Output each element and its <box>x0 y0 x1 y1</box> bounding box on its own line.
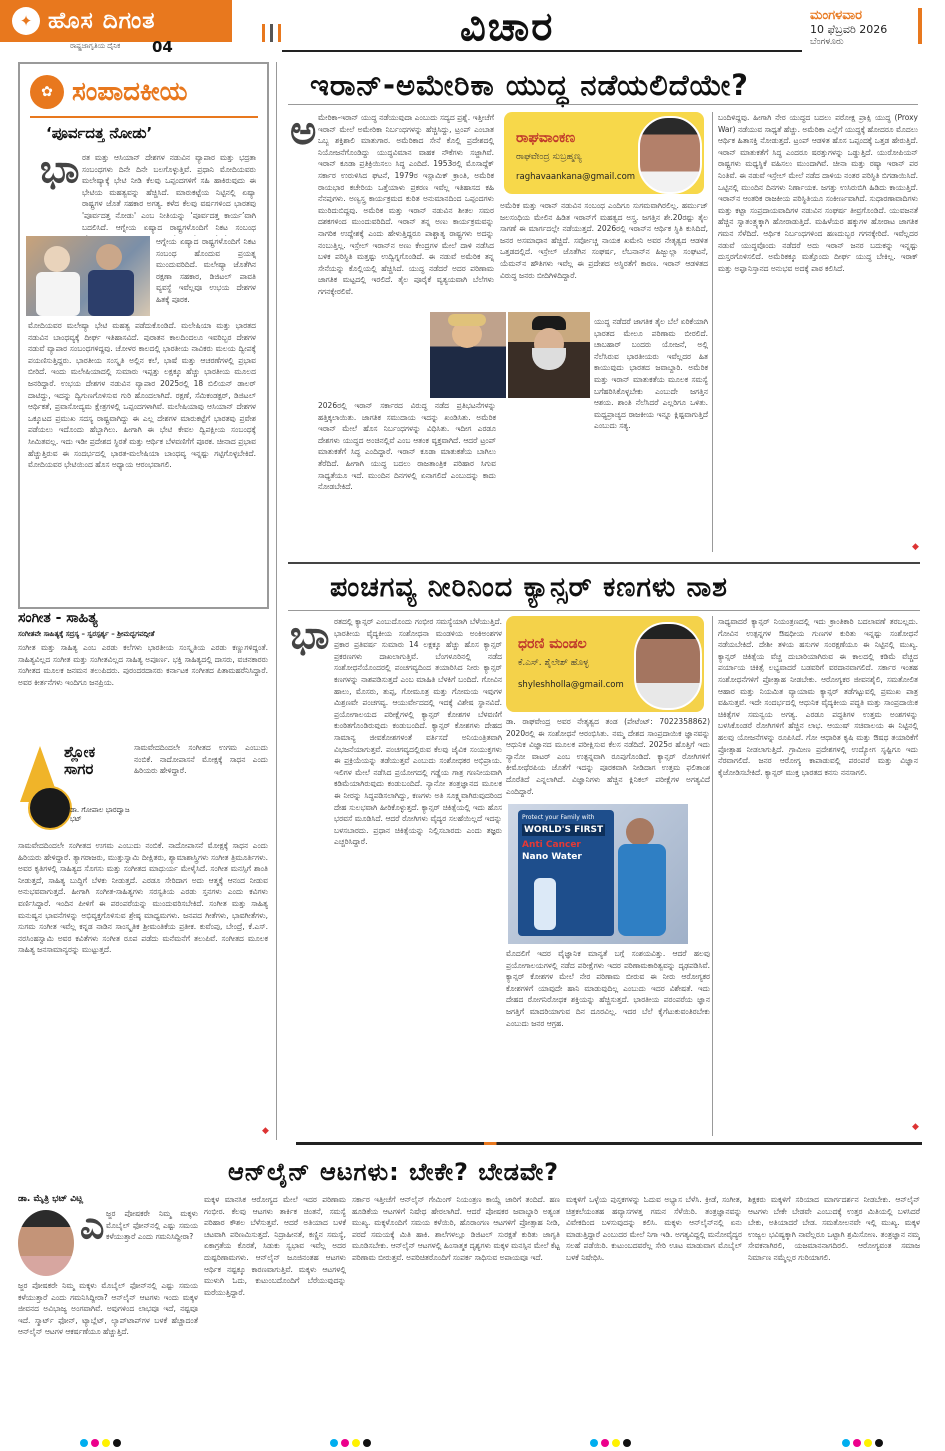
article1-col3 <box>594 316 708 552</box>
article1-col1: ಮೇರಿಕಾ-ಇರಾನ್ ಯುದ್ಧ ನಡೆಯುವುದಾ ಎಂಬುದು ಸದ್ಯದ ಪ್ರಶ್ನೆ. ಇತ್ತೀಚೆಗೆ ಇರಾನ್ ಮೇಲೆ ಅಮೇರಿಕಾ ನಿರ್ಬಂಧಗಳನ್ನು ಹೆಚ್ಚಿಸಿದ್ದು, ಟ್ರಂಪ್ ಎಂಬಾತ ಒಬ್ಬ ಶಕ್ತಿಶಾಲಿ ಮಾತುಗಾರ. ಅಮೆರಿಕಾದ ಸೇನೆ ಕೊಲ್ಲಿ ಪ್ರದೇಶದಲ್ಲಿ ನಿಯೋಜನೆಗೊಂಡಿದ್ದು ಯುದ್ಧವಿಮಾನ ವಾಹಕ ನೌಕೆಗಳು ಸಜ್ಜಾಗಿವೆ. ಇರಾನ್ ಕೂಡಾ ಪ್ರತಿಕ್ರಿಯಿಸಲು ಸಿದ್ಧ ಎಂದಿದೆ. 1953ರಲ್ಲಿ ಮೊಸಾದ್ದೆಕ್ ಸರ್ಕಾರ ಉರುಳಿಸಿದ ಘಟನೆ, 1979ರ ಇಸ್ಲಾಮಿಕ್ ಕ್ರಾಂತಿ, ಅಮೆರಿಕ ರಾಯಭಾರ ಕಚೇರಿಯ ಒತ್ತೆಯಾಳು ಪ್ರಕರಣ ಇವೆಲ್ಲ ಇತಿಹಾಸದ ಕಹಿ ನೆನಪುಗಳು. ಅಣ್ವಸ್ತ್ರ ಕಾರ್ಯಕ್ರಮದ ಕುರಿತ ಅನುಮಾನದಿಂದ ಒಪ್ಪಂದಗಳು ಮುರಿದುಬಿದ್ದವು. ಅಮೆರಿಕ ಮತ್ತು ಇರಾನ್ ನಡುವಿನ ಶೀತಲ ಸಮರ ದಶಕಗಳಿಂದ ಮುಂದುವರಿದಿದೆ. ಇರಾನ್ ತನ್ನ ಅಣು ಕಾರ್ಯಕ್ರಮವನ್ನು ನಾಗರಿಕ ಉದ್ದೇಶಕ್ಕೆ ಎಂದು ಹೇಳುತ್ತಿದ್ದರೂ ಪಾಶ್ಚಾತ್ಯ ರಾಷ್ಟ್ರಗಳು ಅದನ್ನು ನಂಬುತ್ತಿಲ್ಲ. ಇಸ್ರೇಲ್ ಇರಾನ್‌ನ ಅಣು ಕೇಂದ್ರಗಳ ಮೇಲೆ ದಾಳಿ ನಡೆಸಿದ ಬಳಿಕ ಪರಿಸ್ಥಿತಿ ಮತ್ತಷ್ಟು ಉದ್ವಿಗ್ನಗೊಂಡಿದೆ. ಈ ನಡುವೆ ಅಮೆರಿಕ ತನ್ನ ಸೇನೆಯನ್ನು ಕೊಲ್ಲಿಯಲ್ಲಿ ಹೆಚ್ಚಿಸಿದೆ. ಯುದ್ಧ ನಡೆದರೆ ಅದರ ಪರಿಣಾಮ ಜಾಗತಿಕ ಮಟ್ಟದಲ್ಲಿ ಇರಲಿದೆ. ತೈಲ ಪೂರೈಕೆ ವ್ಯತ್ಯಯವಾಗಿ ಬೆಲೆಗಳು ಗಗನಕ್ಕೇರಲಿವೆ. <box>318 113 494 296</box>
article1-col2-text: ಅಮೆರಿಕ ಮತ್ತು ಇರಾನ್ ನಡುವಿನ ಸಂಬಂಧ ಎಂದಿಗೂ ಸುಗಮವಾಗಿರಲಿಲ್ಲ. ಹರ್ಮುಜ್ ಜಲಸಂಧಿಯ ಮೇಲಿನ ಹಿಡಿತ ಇರಾನ್‌ಗೆ ಮಹತ್ವದ ಅಸ್ತ್ರ. ಜಗತ್ತಿನ ಶೇ.20ರಷ್ಟು ತೈಲ ಸಾಗಣೆ ಈ ಮಾರ್ಗದಲ್ಲೇ ನಡೆಯುತ್ತದೆ. 2026ರಲ್ಲಿ ಇರಾನ್‌ನ ಆರ್ಥಿಕ ಸ್ಥಿತಿ ಕುಸಿದಿದೆ, ಜನರ ಅಸಮಾಧಾನ ಹೆಚ್ಚಿದೆ. ಸರ್ವೋಚ್ಚ ನಾಯಕ ಖಮೇನಿ ಅವರ ನೇತೃತ್ವದ ಆಡಳಿತ ಒತ್ತಡದಲ್ಲಿದೆ. ಇಸ್ರೇಲ್ ಜೊತೆಗಿನ ಸಂಘರ್ಷ, ಲೆಬನಾನ್‌ನ ಹಿಜ್ಬುಲ್ಲಾ ಸಂಘಟನೆ, ಯೆಮನ್‌ನ ಹೌತಿಗಳು ಇವೆಲ್ಲ ಈ ಪ್ರದೇಶದ ಅಸ್ಥಿರತೆಗೆ ಕಾರಣ. ಇರಾನ್ ಆಡಳಿತದ ವಿರುದ್ಧ ಜನರು ಬೀದಿಗಿಳಿದಿದ್ದಾರೆ. <box>500 201 708 280</box>
article1-author-card <box>504 112 704 194</box>
date-block <box>810 8 887 47</box>
lamp-icon: ✦ <box>12 7 40 35</box>
article3-col5-text: ಶಿಕ್ಷಕರು ಮಕ್ಕಳಿಗೆ ಸರಿಯಾದ ಮಾರ್ಗದರ್ಶನ ನೀಡಬೇಕು. ಆನ್‌ಲೈನ್ ಆಟಗಳು ಬೇಕೇ ಬೇಡವೇ ಎಂಬುದಕ್ಕೆ ಉತ್ತರ ಮಿತಿಯಲ್ಲಿ ಬಳಸಿದರೆ ಬೇಕು, ಅತಿಯಾದರೆ ಬೇಡ. ಸಮತೋಲನವೇ ಇಲ್ಲಿ ಮುಖ್ಯ. ಮಕ್ಕಳ ಉಜ್ವಲ ಭವಿಷ್ಯಕ್ಕಾಗಿ ನಾವೆಲ್ಲರೂ ಒಟ್ಟಾಗಿ ಶ್ರಮಿಸೋಣ. ತಂತ್ರಜ್ಞಾನ ನಮ್ಮ ಸೇವಕನಾಗಿರಲಿ, ಯಜಮಾನನಾಗದಿರಲಿ. ಆರೋಗ್ಯವಂತ ಸಮಾಜ ನಿರ್ಮಾಣ ನಮ್ಮೆಲ್ಲರ ಗುರಿಯಾಗಲಿ. <box>748 1195 920 1262</box>
article3-col1 <box>18 1280 198 1428</box>
article1-col2-top <box>500 200 708 310</box>
date-rule <box>918 8 922 44</box>
article2-dropcap: ಭಾ <box>290 613 330 657</box>
sangeeta-body-side: ಸಾಮವೇದದಿಂದಲೇ ಸಂಗೀತದ ಉಗಮ ಎಂಬುದು ನಂಬಿಕೆ. ನಾದೋಪಾಸನೆ ಮೋಕ್ಷಕ್ಕೆ ಸಾಧನ ಎಂದು ಹಿರಿಯರು ಹೇಳಿದ್ದಾರೆ. <box>134 743 268 776</box>
section-divider-1 <box>288 562 920 564</box>
editorial-header <box>30 72 260 112</box>
article3-col5 <box>748 1194 920 1428</box>
sangeeta-body2: ಸಾಮವೇದದಿಂದಲೇ ಸಂಗೀತದ ಉಗಮ ಎಂಬುದು ನಂಬಿಕೆ. ನಾದೋಪಾಸನೆ ಮೋಕ್ಷಕ್ಕೆ ಸಾಧನ ಎಂದು ಹಿರಿಯರು ಹೇಳಿದ್ದಾರೆ. ತ್ಯಾಗರಾಜರು, ಮುತ್ತುಸ್ವಾಮಿ ದೀಕ್ಷಿತರು, ಶ್ಯಾಮಾಶಾಸ್ತ್ರಿಗಳು ಸಂಗೀತ ತ್ರಿಮೂರ್ತಿಗಳು. ಅವರ ಕೃತಿಗಳಲ್ಲಿ ಸಾಹಿತ್ಯದ ಸೊಗಸು ಮತ್ತು ಸಂಗೀತದ ಮಾಧುರ್ಯ ಮೇಳೈಸಿದೆ. ಸಂಗೀತ ಮನಸ್ಸಿಗೆ ಶಾಂತಿ ನೀಡುತ್ತದೆ, ಸಾಹಿತ್ಯ ಬುದ್ಧಿಗೆ ಬೆಳಕು ನೀಡುತ್ತದೆ. ಎರಡೂ ಸೇರಿದಾಗ ಅದು ಆತ್ಮಕ್ಕೆ ಆನಂದ ನೀಡುವ ಅನುಭವವಾಗುತ್ತದೆ. ಹೀಗಾಗಿ ಸಂಗೀತ-ಸಾಹಿತ್ಯಗಳು ಸರಸ್ವತಿಯ ಎರಡು ಸ್ತನಗಳು ಎಂದು ಕವಿಗಳು ವರ್ಣಿಸಿದ್ದಾರೆ. ಇಂದಿನ ಪೀಳಿಗೆ ಈ ಪರಂಪರೆಯನ್ನು ಮುಂದುವರಿಸಬೇಕಿದೆ. <box>18 841 268 908</box>
article1-col-divider <box>712 112 713 552</box>
registration-marks-2 <box>330 1432 374 1451</box>
date: 10 ಫೆಬ್ರವರಿ 2026 <box>810 23 888 36</box>
khamenei-photo <box>508 312 590 398</box>
brand-logo[interactable] <box>0 0 232 42</box>
article2-headline: ಪಂಚಗವ್ಯ ನೀರಿನಿಂದ ಕ್ಯಾನ್ಸರ್ ಕಣಗಳು ನಾಶ <box>330 572 728 603</box>
editorial-body-side: ಆಗ್ನೇಯ ಏಷ್ಯಾದ ರಾಷ್ಟ್ರಗಳೊಂದಿಗೆ ನಿಕಟ ಸಂಬಂಧ ಹೊಂದುವ ಪ್ರಯತ್ನ ಮುಂದುವರಿದಿದೆ. ಮಲೇಷ್ಯಾ ಜೊತೆಗಿನ ರಕ್ಷಣಾ ಸಹಕಾರ, ಡಿಜಿಟಲ್ ಪಾವತಿ ವ್ಯವಸ್ಥೆ ಇವೆಲ್ಲವೂ ಉಭಯ ದೇಶಗಳ ಹಿತಕ್ಕೆ ಪೂರಕ. <box>156 237 256 304</box>
photo-caption-3: Anti Cancer <box>522 840 581 850</box>
article3-col3: ಸರ್ಕಾರ ಇತ್ತೀಚೆಗೆ ಆನ್‌ಲೈನ್ ಗೇಮಿಂಗ್ ನಿಯಂತ್ರಣ ಕಾಯ್ದೆ ಜಾರಿಗೆ ತಂದಿದೆ. ಹಣ ಹೂಡಿಕೆಯ ಆಟಗಳಿಗೆ ನಿಷೇಧ ಹೇರಲಾಗಿದೆ. ಆದರೆ ಪೋಷಕರ ಜವಾಬ್ದಾರಿ ಅತ್ಯಂತ ಮುಖ್ಯ. ಮಕ್ಕಳೊಂದಿಗೆ ಸಮಯ ಕಳೆಯಿರಿ, ಹೊರಾಂಗಣ ಆಟಗಳಿಗೆ ಪ್ರೋತ್ಸಾಹ ನೀಡಿ, ಪರದೆ ಸಮಯಕ್ಕೆ ಮಿತಿ ಹಾಕಿ. ಶಾಲೆಗಳಲ್ಲೂ ಡಿಜಿಟಲ್ ಸುರಕ್ಷತೆ ಕುರಿತು ಜಾಗೃತಿ ಮೂಡಿಸಬೇಕು. ಆನ್‌ಲೈನ್ ಆಟಗಳಲ್ಲಿ ಹಿಂಸಾತ್ಮಕ ದೃಶ್ಯಗಳು ಮಕ್ಕಳ ಮನಸ್ಸಿನ ಮೇಲೆ ಕೆಟ್ಟ ಪರಿಣಾಮ ಬೀರುತ್ತವೆ. ಅಪರಿಚಿತರೊಂದಿಗೆ ಸಂಪರ್ಕ ಸಾಧಿಸುವ ಅಪಾಯವೂ ಇದೆ. <box>352 1195 560 1262</box>
article1-col3-text: ಯುದ್ಧ ನಡೆದರೆ ಜಾಗತಿಕ ತೈಲ ಬೆಲೆ ಏರಿಕೆಯಾಗಿ ಭಾರತದ ಮೇಲೂ ಪರಿಣಾಮ ಬೀರಲಿದೆ. ಚಾಬಹಾರ್ ಬಂದರು ಯೋಜನೆ, ಅಲ್ಲಿ ನೆಲೆಸಿರುವ ಭಾರತೀಯರು ಇವೆಲ್ಲದರ ಹಿತ ಕಾಯುವುದು ಭಾರತದ ಜವಾಬ್ದಾರಿ. ಅಮೆರಿಕ ಮತ್ತು ಇರಾನ್ ಮಾತುಕತೆಯ ಮೂಲಕ ಸಮಸ್ಯೆ ಬಗೆಹರಿಸಿಕೊಳ್ಳಬೇಕು ಎಂಬುದೇ ಜಗತ್ತಿನ ಆಶಯ. ಶಾಂತಿ ನೆಲೆಸಿದರೆ ಎಲ್ಲರಿಗೂ ಒಳಿತು. ಮಧ್ಯಪ್ರಾಚ್ಯದ ರಾಜಕೀಯ ಇನ್ನೂ ಕ್ಲಿಷ್ಟವಾಗುತ್ತಿದೆ ಎಂಬುದು ಸತ್ಯ. <box>594 317 708 431</box>
article3-author-photo <box>18 1210 74 1276</box>
article1-author: ರಾಘವೇಂದ್ರ ಸುಬ್ರಹ್ಮಣ್ಯ <box>516 152 582 162</box>
registration-marks-4 <box>842 1432 886 1451</box>
shloka-sagara-box <box>18 742 130 836</box>
editorial-rule <box>30 116 258 118</box>
sangeeta-author: ಡಾ. ಗೋಪಾಲ ಭಾರದ್ವಾಜ ಭಟ್ <box>70 806 130 823</box>
columnist-avatar <box>28 786 72 830</box>
editorial-photo <box>26 236 150 316</box>
sangeeta-body-bottom: ಸಾಮವೇದದಿಂದಲೇ ಸಂಗೀತದ ಉಗಮ ಎಂಬುದು ನಂಬಿಕೆ. ನಾದೋಪಾಸನೆ ಮೋಕ್ಷಕ್ಕೆ ಸಾಧನ ಎಂದು ಹಿರಿಯರು ಹೇಳಿದ್ದಾರೆ. ತ್ಯಾಗರಾಜರು, ಮುತ್ತುಸ್ವಾಮಿ ದೀಕ್ಷಿತರು, ಶ್ಯಾಮಾಶಾಸ್ತ್ರಿಗಳು ಸಂಗೀತ ತ್ರಿಮೂರ್ತಿಗಳು. ಅವರ ಕೃತಿಗಳಲ್ಲಿ ಸಾಹಿತ್ಯದ ಸೊಗಸು ಮತ್ತು ಸಂಗೀತದ ಮಾಧುರ್ಯ ಮೇಳೈಸಿದೆ. ಸಂಗೀತ ಮನಸ್ಸಿಗೆ ಶಾಂತಿ ನೀಡುತ್ತದೆ, ಸಾಹಿತ್ಯ ಬುದ್ಧಿಗೆ ಬೆಳಕು ನೀಡುತ್ತದೆ. ಎರಡೂ ಸೇರಿದಾಗ ಅದು ಆತ್ಮಕ್ಕೆ ಆನಂದ ನೀಡುವ ಅನುಭವವಾಗುತ್ತದೆ. ಹೀಗಾಗಿ ಸಂಗೀತ-ಸಾಹಿತ್ಯಗಳು ಸರಸ್ವತಿಯ ಎರಡು ಸ್ತನಗಳು ಎಂದು ಕವಿಗಳು ವರ್ಣಿಸಿದ್ದಾರೆ. ಇಂದಿನ ಪೀಳಿಗೆ ಈ ಪರಂಪರೆಯನ್ನು ಮುಂದುವರಿಸಬೇಕಿದೆ. ಸಂಗೀತ ಮತ್ತು ಸಾಹಿತ್ಯ ಮನುಷ್ಯನ ಭಾವನೆಗಳನ್ನು ಅಭಿವ್ಯಕ್ತಗೊಳಿಸುವ ಶ್ರೇಷ್ಠ ಮಾಧ್ಯಮಗಳು. ಜನಪದ ಗೀತೆಗಳು, ಭಾವಗೀತೆಗಳು, ಸುಗಮ ಸಂಗೀತ ಇವೆಲ್ಲ ಕನ್ನಡ ನಾಡಿನ ಸಾಂಸ್ಕೃತಿಕ ಶ್ರೀಮಂತಿಕೆಯ ಪ್ರತೀಕ. ಕುವೆಂಪು, ಬೇಂದ್ರೆ, ಕೆ.ಎಸ್. ನರಸಿಂಹಸ್ವಾಮಿ ಅವರ ಕವಿತೆಗಳು ಸಂಗೀತ ರೂಪ ಪಡೆದು ಮನೆಮನೆಗೆ ತಲುಪಿವೆ. ಸಂಗೀತದ ಮೂಲಕ ಸಾಹಿತ್ಯ ಜನಸಾಮಾನ್ಯರನ್ನು ಮುಟ್ಟುತ್ತದೆ. <box>18 841 268 955</box>
article3-author: ಡಾ. ಮೈತ್ರಿ ಭಟ್ ವಿಟ್ಲ <box>18 1194 84 1204</box>
weekday: ಮಂಗಳವಾರ <box>810 8 863 23</box>
masthead-rule <box>282 50 802 52</box>
article1-rule <box>288 104 918 105</box>
article3-col1-top: ಜ್ಜರ ಪೋಷಕರೇ ನಿಮ್ಮ ಮಕ್ಕಳು ಮೊಬೈಲ್ ಫೋನ್‌ನಲ್ಲಿ ಎಷ್ಟು ಸಮಯ ಕಳೆಯುತ್ತಾರೆ ಎಂದು ಗಮನಿಸಿದ್ದೀರಾ? <box>106 1209 198 1242</box>
nano-water-photo <box>508 804 688 944</box>
article2-col2-text: ಡಾ. ರಾಘವೇಂದ್ರ ಅವರ ನೇತೃತ್ವದ ತಂಡ (ಪೇಟೆಂಟ್: 7022358862) 2020ರಲ್ಲಿ ಈ ಸಂಶೋಧನೆ ಆರಂಭಿಸಿತು. ನಮ್ಮ ದೇಶದ ಸಾಂಪ್ರದಾಯಿಕ ಜ್ಞಾನವನ್ನು ಆಧುನಿಕ ವಿಜ್ಞಾನದ ಮೂಲಕ ಪರೀಕ್ಷಿಸುವ ಕೆಲಸ ನಡೆದಿದೆ. 2025ರ ಹೊತ್ತಿಗೆ ಇದು ನ್ಯಾನೋ ವಾಟರ್ ಎಂಬ ಉತ್ಪನ್ನವಾಗಿ ರೂಪುಗೊಂಡಿದೆ. ಕ್ಯಾನ್ಸರ್ ರೋಗಿಗಳಿಗೆ ಕೀಮೋಥೆರಪಿಯ ಜೊತೆಗೆ ಇದನ್ನು ಪೂರಕವಾಗಿ ನೀಡಿದಾಗ ಉತ್ತಮ ಫಲಿತಾಂಶ ದೊರೆತಿದೆ ಎನ್ನಲಾಗಿದೆ. ವಿಜ್ಞಾನಿಗಳು ಹೆಚ್ಚಿನ ಕ್ಲಿನಿಕಲ್ ಪರೀಕ್ಷೆಗಳ ಅಗತ್ಯವಿದೆ ಎಂದಿದ್ದಾರೆ. <box>506 717 710 796</box>
masthead <box>0 0 945 56</box>
article3-headline: ಆನ್‌ಲೈನ್ ಆಟಗಳು: ಬೇಕೇ? ಬೇಡವೇ? <box>228 1158 560 1186</box>
photo-caption-4: Nano Water <box>522 852 582 862</box>
article3-col4: ಮಕ್ಕಳಿಗೆ ಒಳ್ಳೆಯ ಪುಸ್ತಕಗಳನ್ನು ಓದುವ ಅಭ್ಯಾಸ ಬೆಳೆಸಿ. ಕ್ರೀಡೆ, ಸಂಗೀತ, ಚಿತ್ರಕಲೆಯಂತಹ ಹವ್ಯಾಸಗಳತ್ತ ಗಮನ ಸೆಳೆಯಿರಿ. ತಂತ್ರಜ್ಞಾನವನ್ನು ವಿವೇಕದಿಂದ ಬಳಸುವುದನ್ನು ಕಲಿಸಿ. ಮಕ್ಕಳು ಆನ್‌ಲೈನ್‌ನಲ್ಲಿ ಏನು ಮಾಡುತ್ತಿದ್ದಾರೆ ಎಂಬುದರ ಮೇಲೆ ನಿಗಾ ಇಡಿ. ಅಗತ್ಯವಿದ್ದಲ್ಲಿ ಮನೋವೈದ್ಯರ ಸಲಹೆ ಪಡೆಯಿರಿ. ಕುಟುಂಬದವರೆಲ್ಲ ಸೇರಿ ಊಟ ಮಾಡುವಾಗ ಮೊಬೈಲ್ ಬಳಕೆ ನಿಷೇಧಿಸಿ. <box>566 1195 742 1262</box>
article2-col2-top <box>506 716 710 800</box>
registration-marks-3 <box>590 1432 634 1451</box>
bottle-icon <box>534 878 556 930</box>
article2-email[interactable]: shyleshholla@gmail.com <box>518 680 624 690</box>
sangeeta-end-mark-icon: ◆ <box>262 1126 269 1136</box>
article2-col2-bottom: ಮೊದಲಿಗೆ ಇದರ ವೈಜ್ಞಾನಿಕ ಮಾನ್ಯತೆ ಬಗ್ಗೆ ಸಂಶಯವಿತ್ತು. ಆದರೆ ಹಲವು ಪ್ರಯೋಗಾಲಯಗಳಲ್ಲಿ ನಡೆದ ಪರೀಕ್ಷೆಗಳು ಇದರ ಪರಿಣಾಮಕಾರಿತ್ವವನ್ನು ದೃಢಪಡಿಸಿವೆ. ಕ್ಯಾನ್ಸರ್ ಕೋಶಗಳ ಮೇಲೆ ನೇರ ಪರಿಣಾಮ ಬೀರುವ ಈ ನೀರು ಆರೋಗ್ಯಕರ ಕೋಶಗಳಿಗೆ ಯಾವುದೇ ಹಾನಿ ಮಾಡುವುದಿಲ್ಲ ಎಂಬುದು ಇದರ ವಿಶೇಷತೆ. ಇದು ದೇಹದ ರೋಗನಿರೋಧಕ ಶಕ್ತಿಯನ್ನು ಹೆಚ್ಚಿಸುತ್ತದೆ. ಭಾರತೀಯ ಪರಂಪರೆಯ ಜ್ಞಾನ ಜಗತ್ತಿಗೆ ಮಾದರಿಯಾಗುವ ದಿನ ದೂರವಿಲ್ಲ. ಇದರ ಬೆಲೆ ಕೈಗೆಟುಕುವಂತಿರಬೇಕು ಎಂಬುದು ಜನರ ಆಗ್ರಹ. <box>506 949 710 1028</box>
article2-end-mark-icon: ◆ <box>912 1122 919 1132</box>
sangeeta-body-top <box>18 642 268 738</box>
article2-col1: ರತದಲ್ಲಿ ಕ್ಯಾನ್ಸರ್ ಎಂಬುದೊಂದು ಗಂಭೀರ ಸಮಸ್ಯೆಯಾಗಿ ಬೆಳೆಯುತ್ತಿದೆ. ಭಾರತೀಯ ವೈದ್ಯಕೀಯ ಸಂಶೋಧನಾ ಮಂಡಳಿಯ ಅಂಕಿಅಂಶಗಳ ಪ್ರಕಾರ ಪ್ರತಿವರ್ಷ ಸುಮಾರು 14 ಲಕ್ಷಕ್ಕೂ ಹೆಚ್ಚು ಹೊಸ ಕ್ಯಾನ್ಸರ್ ಪ್ರಕರಣಗಳು ದಾಖಲಾಗುತ್ತಿವೆ. ಬೆಂಗಳೂರಿನಲ್ಲಿ ನಡೆದ ಸಂಶೋಧನೆಯೊಂದರಲ್ಲಿ ಪಂಚಗವ್ಯದಿಂದ ತಯಾರಿಸಿದ ನೀರು ಕ್ಯಾನ್ಸರ್ ಕಣಗಳನ್ನು ನಾಶಪಡಿಸುತ್ತದೆ ಎಂಬ ಮಾಹಿತಿ ಬೆಳಕಿಗೆ ಬಂದಿದೆ. ಗೋವಿನ ಹಾಲು, ಮೊಸರು, ತುಪ್ಪ, ಗೋಮೂತ್ರ ಮತ್ತು ಗೋಮಯ ಇವುಗಳ ಮಿಶ್ರಣವೇ ಪಂಚಗವ್ಯ. ಆಯುರ್ವೇದದಲ್ಲಿ ಇದಕ್ಕೆ ವಿಶೇಷ ಸ್ಥಾನವಿದೆ. ಪ್ರಯೋಗಾಲಯದ ಪರೀಕ್ಷೆಗಳಲ್ಲಿ ಕ್ಯಾನ್ಸರ್ ಕೋಶಗಳ ಬೆಳವಣಿಗೆ ಕುಂಠಿತಗೊಂಡಿರುವುದು ಕಂಡುಬಂದಿದೆ. ಕ್ಯಾನ್ಸರ್ ಕೋಶಗಳು ದೇಹದ ಸಾಮಾನ್ಯ ಜೀವಕೋಶಗಳಂತೆ ವರ್ತಿಸದೆ ಅನಿಯಂತ್ರಿತವಾಗಿ ವಿಭಜನೆಯಾಗುತ್ತವೆ. ಪಂಚಗವ್ಯದಲ್ಲಿರುವ ಕೆಲವು ಜೈವಿಕ ಸಂಯುಕ್ತಗಳು ಈ ಪ್ರಕ್ರಿಯೆಯನ್ನು ತಡೆಯುತ್ತವೆ ಎಂಬುದು ಸಂಶೋಧಕರ ಅಭಿಪ್ರಾಯ. ಇಲಿಗಳ ಮೇಲೆ ನಡೆಸಿದ ಪ್ರಯೋಗದಲ್ಲಿ ಗಡ್ಡೆಯ ಗಾತ್ರ ಗಣನೀಯವಾಗಿ ಕಡಿಮೆಯಾಗಿರುವುದು ಕಂಡುಬಂದಿದೆ. ನ್ಯಾನೋ ತಂತ್ರಜ್ಞಾನದ ಮೂಲಕ ಈ ನೀರನ್ನು ಸಿದ್ಧಪಡಿಸಲಾಗಿದ್ದು, ಕಣಗಳು ಅತಿ ಸೂಕ್ಷ್ಮವಾಗಿರುವುದರಿಂದ ದೇಹ ಸುಲಭವಾಗಿ ಹೀರಿಕೊಳ್ಳುತ್ತದೆ. ಕ್ಯಾನ್ಸರ್ ಚಿಕಿತ್ಸೆಯಲ್ಲಿ ಇದು ಹೊಸ ಭರವಸೆ ಮೂಡಿಸಿದೆ. ಆದರೆ ರೋಗಿಗಳು ವೈದ್ಯರ ಸಲಹೆಯಿಲ್ಲದೆ ಇದನ್ನು ಬಳಸಬಾರದು. ಪ್ರಧಾನ ಚಿಕಿತ್ಸೆಯನ್ನು ನಿಲ್ಲಿಸಬಾರದು ಎಂದು ತಜ್ಞರು ಎಚ್ಚರಿಸಿದ್ದಾರೆ. <box>334 617 502 847</box>
article2-column-name: ಧರಣಿ ಮಂಡಲ <box>518 636 587 652</box>
photo-caption-1: Protect your Family with <box>522 814 595 821</box>
article2-col-divider <box>712 616 713 1136</box>
editorial-body-bottom: ಮೋದಿಯವರ ಮಲೇಷ್ಯಾ ಭೇಟಿ ಮಹತ್ವ ಪಡೆದುಕೊಂಡಿದೆ. ಮಲೇಷಿಯಾ ಮತ್ತು ಭಾರತದ ನಡುವಿನ ಬಾಂಧವ್ಯಕ್ಕೆ ದೀರ್ಘ ಇತಿಹಾಸವಿದೆ. ಪುರಾತನ ಕಾಲದಿಂದಲೂ ಇವರಿಬ್ಬರ ದೇಶಗಳ ನಡುವೆ ವ್ಯಾಪಾರ ಸಂಬಂಧಗಳಿದ್ದವು. ಚೋಳರ ಕಾಲದಲ್ಲಿ ಭಾರತೀಯ ನಾವಿಕರು ಮಲಯ ದ್ವೀಪಕ್ಕೆ ಪಯಣಿಸುತ್ತಿದ್ದರು. ಭಾರತೀಯ ಸಂಸ್ಕೃತಿ ಅಲ್ಲಿನ ಕಲೆ, ಭಾಷೆ ಮತ್ತು ಆಚರಣೆಗಳಲ್ಲಿ ಪ್ರಭಾವ ಬೀರಿದೆ. ಇಂದು ಮಲೇಷಿಯಾದಲ್ಲಿ ಸುಮಾರು ಇಪ್ಪತ್ತು ಲಕ್ಷಕ್ಕೂ ಹೆಚ್ಚು ಭಾರತೀಯ ಮೂಲದ ಜನರಿದ್ದಾರೆ. ಉಭಯ ದೇಶಗಳ ನಡುವಿನ ವ್ಯಾಪಾರ 2025ರಲ್ಲಿ 18 ಬಿಲಿಯನ್ ಡಾಲರ್ ದಾಟಿದ್ದು, ಇದನ್ನು ದ್ವಿಗುಣಗೊಳಿಸುವ ಗುರಿ ಹೊಂದಲಾಗಿದೆ. ರಕ್ಷಣೆ, ಸೆಮಿಕಂಡಕ್ಟರ್, ಡಿಜಿಟಲ್ ಆರ್ಥಿಕತೆ, ಪ್ರವಾಸೋದ್ಯಮ ಕ್ಷೇತ್ರಗಳಲ್ಲಿ ಒಪ್ಪಂದಗಳಾಗಿವೆ. ಮಲೇಷಿಯಾವು ಆಸಿಯಾನ್ ದೇಶಗಳ ಒಕ್ಕೂಟದ ಪ್ರಮುಖ ಸದಸ್ಯ ರಾಷ್ಟ್ರವಾಗಿದ್ದು ಈ ಎಲ್ಲ ದೇಶಗಳ ಮಾರುಕಟ್ಟೆಗೆ ಭಾರತವು ಪ್ರವೇಶ ಪಡೆಯಲು ಇದೊಂದು ಹೆಬ್ಬಾಗಿಲು. ಹೀಗಾಗಿ ಈ ಭೇಟಿ ಕೇವಲ ದ್ವಿಪಕ್ಷೀಯ ಸಂಬಂಧಕ್ಕೆ ಸೀಮಿತವಲ್ಲ. ಇದು ಇಡೀ ಪ್ರದೇಶದ ಸ್ಥಿರತೆ ಮತ್ತು ಆರ್ಥಿಕ ಬೆಳವಣಿಗೆಗೆ ಪೂರಕ. ಚೀನಾದ ಪ್ರಭಾವ ಹೆಚ್ಚುತ್ತಿರುವ ಈ ಸಂದರ್ಭದಲ್ಲಿ ಭಾರತ-ಮಲೇಷಿಯಾ ಬಾಂಧವ್ಯ ಇನ್ನಷ್ಟು ಗಟ್ಟಿಗೊಳ್ಳಬೇಕಿದೆ. ಮೋದಿಯವರ ಭೇಟಿಯಿಂದ ಹೊಸ ಅಧ್ಯಾಯ ಆರಂಭವಾಗಲಿ. <box>28 321 256 470</box>
editorial-body-top <box>82 152 256 236</box>
section-divider-2 <box>296 1142 922 1145</box>
editorial-headline: ‘ಪೂರ್ವದತ್ತ ನೋಡು’ <box>46 124 153 142</box>
article2-author-card <box>506 616 704 712</box>
brand-name: ಹೊಸ ದಿಗಂತ <box>48 8 156 34</box>
article3-dropcap: ಎ <box>80 1203 105 1247</box>
article1-col4: ಬಂದಿಳಿದ್ದವು. ಹೀಗಾಗಿ ನೇರ ಯುದ್ಧದ ಬದಲು ಪರೋಕ್ಷ ಪ್ರಾಕ್ಸಿ ಯುದ್ಧ (Proxy War) ನಡೆಯುವ ಸಾಧ್ಯತೆ ಹೆಚ್ಚು. ಅಮೆರಿಕಾ ಎಲ್ಲೆಗೆ ಯುದ್ಧಕ್ಕೆ ಹೋದರೂ ಮೊದಲು ಆರ್ಥಿಕ ಹಿತಾಸಕ್ತಿ ನೋಡುತ್ತದೆ. ಟ್ರಂಪ್ ಆಡಳಿತ ಹೊಸ ಒಪ್ಪಂದಕ್ಕೆ ಒತ್ತಡ ಹೇರುತ್ತಿದೆ. ಇರಾನ್ ಮಾತುಕತೆಗೆ ಸಿದ್ಧ ಎಂದರೂ ಷರತ್ತುಗಳನ್ನು ಒಡ್ಡುತ್ತಿದೆ. ಯುರೋಪಿಯನ್ ರಾಷ್ಟ್ರಗಳು ಮಧ್ಯಸ್ಥಿಕೆ ವಹಿಸಲು ಮುಂದಾಗಿವೆ. ಚೀನಾ ಮತ್ತು ರಷ್ಯಾ ಇರಾನ್ ಪರ ನಿಂತಿವೆ. ಈ ನಡುವೆ ಇಸ್ರೇಲ್ ಮೇಲೆ ನಡೆದ ದಾಳಿಯ ನಂತರ ಪರಿಸ್ಥಿತಿ ಬಿಗಡಾಯಿಸಿದೆ. ಒಟ್ಟಿನಲ್ಲಿ ಮುಂದಿನ ದಿನಗಳು ನಿರ್ಣಾಯಕ. ಜಗತ್ತು ಉಸಿರುಬಿಗಿ ಹಿಡಿದು ಕಾಯುತ್ತಿದೆ. ಇರಾನ್‌ನ ಆಂತರಿಕ ರಾಜಕೀಯ ಪರಿಸ್ಥಿತಿಯೂ ಸಂಕೀರ್ಣವಾಗಿದೆ. ಸುಧಾರಣಾವಾದಿಗಳು ಮತ್ತು ಕಟ್ಟಾ ಸಂಪ್ರದಾಯವಾದಿಗಳ ನಡುವಿನ ಸಂಘರ್ಷ ತೀವ್ರಗೊಂಡಿದೆ. ಯುವಜನತೆ ಹೆಚ್ಚಿನ ಸ್ವಾತಂತ್ರ್ಯಕ್ಕಾಗಿ ಹೋರಾಡುತ್ತಿದೆ. ಮಹಿಳೆಯರ ಹಕ್ಕುಗಳ ಹೋರಾಟ ಜಾಗತಿಕ ಗಮನ ಸೆಳೆದಿದೆ. ಆರ್ಥಿಕ ನಿರ್ಬಂಧಗಳಿಂದ ಹಣದುಬ್ಬರ ಗಗನಕ್ಕೇರಿದೆ. ಇವೆಲ್ಲದರ ನಡುವೆ ಯುದ್ಧವೊಂದು ನಡೆದರೆ ಅದು ಇರಾನ್ ಜನರ ಬದುಕನ್ನು ಇನ್ನಷ್ಟು ದುಸ್ತರಗೊಳಿಸಲಿದೆ. ಅಮೆರಿಕಕ್ಕೂ ಮತ್ತೊಂದು ದೀರ್ಘ ಯುದ್ಧ ಬೇಕಿಲ್ಲ. ಇರಾಕ್ ಮತ್ತು ಅಫ್ಘಾನಿಸ್ತಾನದ ಅನುಭವ ಅದಕ್ಕೆ ಪಾಠ ಕಲಿಸಿದೆ. <box>718 113 918 273</box>
sangeeta-body1: ಸಂಗೀತ ಮತ್ತು ಸಾಹಿತ್ಯ ಎಂಬ ಎರಡು ಕಲೆಗಳು ಭಾರತೀಯ ಸಂಸ್ಕೃತಿಯ ಎರಡು ಕಣ್ಣುಗಳಿದ್ದಂತೆ. ಸಾಹಿತ್ಯವಿಲ್ಲದ ಸಂಗೀತ ಮತ್ತು ಸಂಗೀತವಿಲ್ಲದ ಸಾಹಿತ್ಯ ಅಪೂರ್ಣ. ಭಕ್ತಿ ಸಾಹಿತ್ಯದಲ್ಲಿ ದಾಸರು, ವಚನಕಾರರು ಸಂಗೀತದ ಮೂಲಕ ಜನಮನ ತಲುಪಿದರು. ಪುರಂದರದಾಸರು ಕರ್ನಾಟಕ ಸಂಗೀತದ ಪಿತಾಮಹರೆನಿಸಿದ್ದಾರೆ. ಅವರ ಕೀರ್ತನೆಗಳು ಇಂದಿಗೂ ಜನಪ್ರಿಯ. <box>18 643 268 687</box>
article1-col1-text: ಮೇರಿಕಾ-ಇರಾನ್ ಯುದ್ಧ ನಡೆಯುವುದಾ ಎಂಬುದು ಸದ್ಯದ ಪ್ರಶ್ನೆ. ಇತ್ತೀಚೆಗೆ ಇರಾನ್ ಮೇಲೆ ಅಮೇರಿಕಾ ನಿರ್ಬಂಧಗಳನ್ನು ಹೆಚ್ಚಿಸಿದ್ದು, ಟ್ರಂಪ್ ಎಂಬಾತ ಒಬ್ಬ ಶಕ್ತಿಶಾಲಿ ಮಾತುಗಾರ. ಅಮೆರಿಕಾದ ಸೇನೆ ಕೊಲ್ಲಿ ಪ್ರದೇಶದಲ್ಲಿ ನಿಯೋಜನೆಗೊಂಡಿದ್ದು ಯುದ್ಧವಿಮಾನ ವಾಹಕ ನೌಕೆಗಳು ಸಜ್ಜಾಗಿವೆ. ಇರಾನ್ ಕೂಡಾ ಪ್ರತಿಕ್ರಿಯಿಸಲು ಸಿದ್ಧ ಎಂದಿದೆ. 1953ರಲ್ಲಿ ಮೊಸಾದ್ದೆಕ್ ಸರ್ಕಾರ ಉರುಳಿಸಿದ ಘಟನೆ, 1979ರ ಇಸ್ಲಾಮಿಕ್ ಕ್ರಾಂತಿ, ಅಮೆರಿಕ ರಾಯಭಾರ ಕಚೇರಿಯ ಒತ್ತೆಯಾಳು ಪ್ರಕರಣ ಇವೆಲ್ಲ ಇತಿಹಾಸದ ಕಹಿ ನೆನಪುಗಳು. ಅಣ್ವಸ್ತ್ರ ಕಾರ್ಯಕ್ರಮದ ಕುರಿತ ಅನುಮಾನದಿಂದ ಒಪ್ಪಂದಗಳು ಮುರಿದುಬಿದ್ದವು. <box>318 113 494 215</box>
article1-col2-bottom: 2026ರಲ್ಲಿ ಇರಾನ್ ಸರ್ಕಾರದ ವಿರುದ್ಧ ನಡೆದ ಪ್ರತಿಭಟನೆಗಳನ್ನು ಹತ್ತಿಕ್ಕಲಾಯಿತು. ಜಾಗತಿಕ ಸಮುದಾಯ ಇದನ್ನು ಖಂಡಿಸಿತು. ಅಮೆರಿಕ ಇರಾನ್ ಮೇಲೆ ಹೊಸ ನಿರ್ಬಂಧಗಳನ್ನು ವಿಧಿಸಿತು. ಇದೀಗ ಎರಡೂ ದೇಶಗಳು ಯುದ್ಧದ ಅಂಚಿನಲ್ಲಿವೆ ಎಂಬ ಆತಂಕ ವ್ಯಕ್ತವಾಗಿದೆ. ಆದರೆ ಟ್ರಂಪ್ ಮಾತುಕತೆಗೆ ಸಿದ್ಧ ಎಂದಿದ್ದಾರೆ. ಇರಾನ್ ಕೂಡಾ ಮಾತುಕತೆಯ ಬಾಗಿಲು ತೆರೆದಿದೆ. ಹೀಗಾಗಿ ಯುದ್ಧ ಬದಲು ರಾಜತಾಂತ್ರಿಕ ಪರಿಹಾರ ಸಿಗುವ ಸಾಧ್ಯತೆಯೂ ಇದೆ. ಮುಂದಿನ ದಿನಗಳಲ್ಲಿ ಏನಾಗಲಿದೆ ಎಂಬುದನ್ನು ಕಾದು ನೋಡಬೇಕಿದೆ. <box>318 401 496 492</box>
left-column-divider <box>276 62 277 1140</box>
article3-col2-text: ಮಕ್ಕಳ ಮಾನಸಿಕ ಆರೋಗ್ಯದ ಮೇಲೆ ಇದರ ಪರಿಣಾಮ ಗಂಭೀರ. ಕೆಲವು ಆಟಗಳು ತಾರ್ಕಿಕ ಚಿಂತನೆ, ಸಮಸ್ಯೆ ಪರಿಹಾರ ಕೌಶಲ ಬೆಳೆಸುತ್ತವೆ. ಆದರೆ ಅತಿಯಾದ ಬಳಕೆ ಚಟವಾಗಿ ಪರಿಣಮಿಸುತ್ತದೆ. ನಿದ್ರಾಹೀನತೆ, ಕಣ್ಣಿನ ಸಮಸ್ಯೆ, ಏಕಾಗ್ರತೆಯ ಕೊರತೆ, ಸಿಡುಕು ಸ್ವಭಾವ ಇವೆಲ್ಲ ಅದರ ದುಷ್ಪರಿಣಾಮಗಳು. ಆನ್‌ಲೈನ್ ಜೂಜಿನಂತಹ ಆಟಗಳು ಆರ್ಥಿಕ ನಷ್ಟಕ್ಕೂ ಕಾರಣವಾಗುತ್ತಿವೆ. <box>204 1195 346 1274</box>
sangeeta-subheading: ಸಂಗೀತವೇ ಸಾಹಿತ್ಯಕ್ಕೆ ಸದ್ರಸ್ಯ – ಸ್ವರಸ್ಪರ್ಶ್ಯ – ಶ್ರೀಮದ್ಭಗವದ್ಗೀತೆ <box>18 630 155 638</box>
brand-tagline: ರಾಷ್ಟ್ರಜಾಗೃತಿಯ ದೈನಿಕ <box>70 42 121 50</box>
city: ಬೆಂಗಳೂರು <box>810 37 844 47</box>
article2-author-photo <box>634 622 702 710</box>
article2-col3: ಸಾಧ್ಯವಾದರೆ ಕ್ಯಾನ್ಸರ್ ನಿಯಂತ್ರಣದಲ್ಲಿ ಇದು ಕ್ರಾಂತಿಕಾರಿ ಬದಲಾವಣೆ ತರಬಲ್ಲದು. ಗೋವಿನ ಉತ್ಪನ್ನಗಳ ಔಷಧೀಯ ಗುಣಗಳ ಕುರಿತು ಇನ್ನಷ್ಟು ಸಂಶೋಧನೆ ನಡೆಯಬೇಕಿದೆ. ದೇಶೀ ತಳಿಯ ಹಸುಗಳ ಸಂರಕ್ಷಣೆಯೂ ಈ ನಿಟ್ಟಿನಲ್ಲಿ ಮುಖ್ಯ. ಕ್ಯಾನ್ಸರ್ ಚಿಕಿತ್ಸೆಯ ವೆಚ್ಚ ದುಬಾರಿಯಾಗಿರುವ ಈ ಕಾಲದಲ್ಲಿ ಕಡಿಮೆ ವೆಚ್ಚದ ಪರ್ಯಾಯ ಚಿಕಿತ್ಸೆ ಲಭ್ಯವಾದರೆ ಬಡವರಿಗೆ ವರದಾನವಾಗಲಿದೆ. ಸರ್ಕಾರ ಇಂತಹ ಸಂಶೋಧನೆಗಳಿಗೆ ಪ್ರೋತ್ಸಾಹ ನೀಡಬೇಕು. ಆರೋಗ್ಯಕರ ಜೀವನಶೈಲಿ, ಸಮತೋಲಿತ ಆಹಾರ ಮತ್ತು ನಿಯಮಿತ ವ್ಯಾಯಾಮ ಕ್ಯಾನ್ಸರ್ ತಡೆಗಟ್ಟುವಲ್ಲಿ ಪ್ರಮುಖ ಪಾತ್ರ ವಹಿಸುತ್ತವೆ. ಇದೇ ಸಂದರ್ಭದಲ್ಲಿ ಆಧುನಿಕ ವೈದ್ಯಕೀಯ ಪದ್ಧತಿ ಮತ್ತು ಸಾಂಪ್ರದಾಯಿಕ ಚಿಕಿತ್ಸೆಗಳ ಸಮನ್ವಯ ಅಗತ್ಯ. ಎರಡೂ ಪದ್ಧತಿಗಳ ಉತ್ತಮ ಅಂಶಗಳನ್ನು ಬಳಸಿಕೊಂಡರೆ ರೋಗಿಗಳಿಗೆ ಹೆಚ್ಚಿನ ಲಾಭ. ಆಯುಷ್ ಸಚಿವಾಲಯ ಈ ನಿಟ್ಟಿನಲ್ಲಿ ಹಲವು ಯೋಜನೆಗಳನ್ನು ರೂಪಿಸಿದೆ. ಗೋ ಆಧಾರಿತ ಕೃಷಿ ಮತ್ತು ಔಷಧ ತಯಾರಿಕೆಗೆ ಪ್ರೋತ್ಸಾಹ ನೀಡಲಾಗುತ್ತಿದೆ. ಗ್ರಾಮೀಣ ಪ್ರದೇಶಗಳಲ್ಲಿ ಉದ್ಯೋಗ ಸೃಷ್ಟಿಗೂ ಇದು ನೆರವಾಗಲಿದೆ. ಜನರ ಆರೋಗ್ಯ ಕಾಪಾಡುವಲ್ಲಿ ಪರಂಪರೆ ಮತ್ತು ವಿಜ್ಞಾನ ಕೈಜೋಡಿಸಬೇಕಿದೆ. ಕ್ಯಾನ್ಸರ್ ಮುಕ್ತ ಭಾರತದ ಕನಸು ನನಸಾಗಲಿ. <box>718 617 918 777</box>
photo-caption-2: WORLD'S FIRST <box>524 825 604 835</box>
article2-author: ಕೆ.ಎಸ್. ಶೈಲೇಶ್ ಹೊಳ್ಳ <box>518 658 589 668</box>
article1-email[interactable]: raghavaankana@gmail.com <box>516 172 636 182</box>
shloka-sagara-title: ಶ್ಲೋಕ ಸಾಗರ <box>64 743 96 778</box>
page-number: 04 <box>152 38 173 56</box>
registration-marks <box>80 1432 124 1451</box>
article2-rule <box>288 610 920 611</box>
section-title: ವಿಚಾರ <box>460 4 555 50</box>
article3-col2: ಮಕ್ಕಳ ಮಾನಸಿಕ ಆರೋಗ್ಯದ ಮೇಲೆ ಇದರ ಪರಿಣಾಮ ಗಂಭೀರ. ಕೆಲವು ಆಟಗಳು ತಾರ್ಕಿಕ ಚಿಂತನೆ, ಸಮಸ್ಯೆ ಪರಿಹಾರ ಕೌಶಲ ಬೆಳೆಸುತ್ತವೆ. ಆದರೆ ಅತಿಯಾದ ಬಳಕೆ ಚಟವಾಗಿ ಪರಿಣಮಿಸುತ್ತದೆ. ನಿದ್ರಾಹೀನತೆ, ಕಣ್ಣಿನ ಸಮಸ್ಯೆ, ಏಕಾಗ್ರತೆಯ ಕೊರತೆ, ಸಿಡುಕು ಸ್ವಭಾವ ಇವೆಲ್ಲ ಅದರ ದುಷ್ಪರಿಣಾಮಗಳು. ಆನ್‌ಲೈನ್ ಜೂಜಿನಂತಹ ಆಟಗಳು ಆರ್ಥಿಕ ನಷ್ಟಕ್ಕೂ ಕಾರಣವಾಗುತ್ತಿವೆ. ಮಕ್ಕಳು ಆಟಗಳಲ್ಲಿ ಮುಳುಗಿ ಓದು, ಕುಟುಂಬದೊಂದಿಗೆ ಬೆರೆಯುವುದನ್ನು ಮರೆಯುತ್ತಿದ್ದಾರೆ. <box>204 1195 346 1297</box>
article3-col3-text: ಸರ್ಕಾರ ಇತ್ತೀಚೆಗೆ ಆನ್‌ಲೈನ್ ಗೇಮಿಂಗ್ ನಿಯಂತ್ರಣ ಕಾಯ್ದೆ ಜಾರಿಗೆ ತಂದಿದೆ. ಹಣ ಹೂಡಿಕೆಯ ಆಟಗಳಿಗೆ ನಿಷೇಧ ಹೇರಲಾಗಿದೆ. ಆದರೆ ಪೋಷಕರ ಜವಾಬ್ದಾರಿ ಅತ್ಯಂತ ಮುಖ್ಯ. ಮಕ್ಕಳೊಂದಿಗೆ ಸಮಯ ಕಳೆಯಿರಿ, ಹೊರಾಂಗಣ ಆಟಗಳಿಗೆ ಪ್ರೋತ್ಸಾಹ ನೀಡಿ, ಪರದೆ ಸಮಯಕ್ಕೆ ಮಿತಿ ಹಾಕಿ. ಶಾಲೆಗಳಲ್ಲೂ ಡಿಜಿಟಲ್ ಸುರಕ್ಷತೆ ಕುರಿತು ಜಾಗೃತಿ ಮೂಡಿಸಬೇಕು. <box>352 1195 560 1251</box>
article2-col1-text: ರತದಲ್ಲಿ ಕ್ಯಾನ್ಸರ್ ಎಂಬುದೊಂದು ಗಂಭೀರ ಸಮಸ್ಯೆಯಾಗಿ ಬೆಳೆಯುತ್ತಿದೆ. ಭಾರತೀಯ ವೈದ್ಯಕೀಯ ಸಂಶೋಧನಾ ಮಂಡಳಿಯ ಅಂಕಿಅಂಶಗಳ ಪ್ರಕಾರ ಪ್ರತಿವರ್ಷ ಸುಮಾರು 14 ಲಕ್ಷಕ್ಕೂ ಹೆಚ್ಚು ಹೊಸ ಕ್ಯಾನ್ಸರ್ ಪ್ರಕರಣಗಳು ದಾಖಲಾಗುತ್ತಿವೆ. ಬೆಂಗಳೂರಿನಲ್ಲಿ ನಡೆದ ಸಂಶೋಧನೆಯೊಂದರಲ್ಲಿ ಪಂಚಗವ್ಯದಿಂದ ತಯಾರಿಸಿದ ನೀರು ಕ್ಯಾನ್ಸರ್ ಕಣಗಳನ್ನು ನಾಶಪಡಿಸುತ್ತದೆ ಎಂಬ ಮಾಹಿತಿ ಬೆಳಕಿಗೆ ಬಂದಿದೆ. ಗೋವಿನ ಹಾಲು, ಮೊಸರು, ತುಪ್ಪ, ಗೋಮೂತ್ರ ಮತ್ತು ಗೋಮಯ ಇವುಗಳ ಮಿಶ್ರಣವೇ ಪಂಚಗವ್ಯ. ಆಯುರ್ವೇದದಲ್ಲಿ ಇದಕ್ಕೆ ವಿಶೇಷ ಸ್ಥಾನವಿದೆ. ಪ್ರಯೋಗಾಲಯದ ಪರೀಕ್ಷೆಗಳಲ್ಲಿ ಕ್ಯಾನ್ಸರ್ ಕೋಶಗಳ ಬೆಳವಣಿಗೆ ಕುಂಠಿತಗೊಂಡಿರುವುದು ಕಂಡುಬಂದಿದೆ. <box>334 617 502 731</box>
article2-col3-text: ಸಾಧ್ಯವಾದರೆ ಕ್ಯಾನ್ಸರ್ ನಿಯಂತ್ರಣದಲ್ಲಿ ಇದು ಕ್ರಾಂತಿಕಾರಿ ಬದಲಾವಣೆ ತರಬಲ್ಲದು. ಗೋವಿನ ಉತ್ಪನ್ನಗಳ ಔಷಧೀಯ ಗುಣಗಳ ಕುರಿತು ಇನ್ನಷ್ಟು ಸಂಶೋಧನೆ ನಡೆಯಬೇಕಿದೆ. ದೇಶೀ ತಳಿಯ ಹಸುಗಳ ಸಂರಕ್ಷಣೆಯೂ ಈ ನಿಟ್ಟಿನಲ್ಲಿ ಮುಖ್ಯ. ಕ್ಯಾನ್ಸರ್ ಚಿಕಿತ್ಸೆಯ ವೆಚ್ಚ ದುಬಾರಿಯಾಗಿರುವ ಈ ಕಾಲದಲ್ಲಿ ಕಡಿಮೆ ವೆಚ್ಚದ ಪರ್ಯಾಯ ಚಿಕಿತ್ಸೆ ಲಭ್ಯವಾದರೆ ಬಡವರಿಗೆ ವರದಾನವಾಗಲಿದೆ. ಸರ್ಕಾರ ಇಂತಹ ಸಂಶೋಧನೆಗಳಿಗೆ ಪ್ರೋತ್ಸಾಹ ನೀಡಬೇಕು. ಆರೋಗ್ಯಕರ ಜೀವನಶೈಲಿ, ಸಮತೋಲಿತ ಆಹಾರ ಮತ್ತು ನಿಯಮಿತ ವ್ಯಾಯಾಮ ಕ್ಯಾನ್ಸರ್ ತಡೆಗಟ್ಟುವಲ್ಲಿ ಪ್ರಮುಖ ಪಾತ್ರ ವಹಿಸುತ್ತವೆ. <box>718 617 918 708</box>
article1-column-name: ರಾಘವಾಂಕಣ <box>516 130 576 146</box>
trump-photo <box>430 312 506 398</box>
editorial-label: ಸಂಪಾದಕೀಯ <box>72 76 188 107</box>
article1-author-photo <box>638 116 702 194</box>
sangeeta-heading: ಸಂಗೀತ - ಸಾಹಿತ್ಯ <box>18 610 98 626</box>
article3-col1-text: ಜ್ಜರ ಪೋಷಕರೇ ನಿಮ್ಮ ಮಕ್ಕಳು ಮೊಬೈಲ್ ಫೋನ್‌ನಲ್ಲಿ ಎಷ್ಟು ಸಮಯ ಕಳೆಯುತ್ತಾರೆ ಎಂದು ಗಮನಿಸಿದ್ದೀರಾ? ಆನ್‌ಲೈನ್ ಆಟಗಳು ಇಂದು ಮಕ್ಕಳ ಜೀವನದ ಅವಿಭಾಜ್ಯ ಅಂಗವಾಗಿವೆ. ಅವುಗಳಿಂದ ಲಾಭವೂ ಇದೆ, ನಷ್ಟವೂ ಇದೆ. ಸ್ಮಾರ್ಟ್ ಫೋನ್, ಟ್ಯಾಬ್ಲೆಟ್, ಲ್ಯಾಪ್‌ಟಾಪ್‌ಗಳ ಬಳಕೆ ಹೆಚ್ಚಾದಂತೆ ಆನ್‌ಲೈನ್ ಆಟಗಳ ಆಕರ್ಷಣೆಯೂ ಹೆಚ್ಚುತ್ತಿದೆ. <box>18 1281 198 1337</box>
article1-end-mark-icon: ◆ <box>912 542 919 552</box>
editorial-logo-icon: ✿ <box>30 75 64 109</box>
article1-dropcap: ಅ <box>290 108 317 154</box>
article3-col4-text: ಮಕ್ಕಳಿಗೆ ಒಳ್ಳೆಯ ಪುಸ್ತಕಗಳನ್ನು ಓದುವ ಅಭ್ಯಾಸ ಬೆಳೆಸಿ. ಕ್ರೀಡೆ, ಸಂಗೀತ, ಚಿತ್ರಕಲೆಯಂತಹ ಹವ್ಯಾಸಗಳತ್ತ ಗಮನ ಸೆಳೆಯಿರಿ. ತಂತ್ರಜ್ಞಾನವನ್ನು ವಿವೇಕದಿಂದ ಬಳಸುವುದನ್ನು ಕಲಿಸಿ. ಮಕ್ಕಳು ಆನ್‌ಲೈನ್‌ನಲ್ಲಿ ಏನು ಮಾಡುತ್ತಿದ್ದಾರೆ ಎಂಬುದರ ಮೇಲೆ ನಿಗಾ ಇಡಿ. ಅಗತ್ಯವಿದ್ದಲ್ಲಿ ಮನೋವೈದ್ಯರ ಸಲಹೆ ಪಡೆಯಿರಿ. <box>566 1195 742 1251</box>
article1-headline: ಇರಾನ್-ಅಮೇರಿಕಾ ಯುದ್ಧ ನಡೆಯಲಿದೆಯೇ? <box>310 68 749 102</box>
editorial-body: ರತ ಮತ್ತು ಆಸಿಯಾನ್ ದೇಶಗಳ ನಡುವಿನ ವ್ಯಾಪಾರ ಮತ್ತು ಭದ್ರತಾ ಸಂಬಂಧಗಳು ದಿನೇ ದಿನೇ ಬಲಗೊಳ್ಳುತ್ತಿವೆ. ಪ್ರಧಾನಿ ಮೋದಿಯವರು ಮಲೇಷ್ಯಾಕ್ಕೆ ಭೇಟಿ ನೀಡಿ ಕೆಲವು ಒಪ್ಪಂದಗಳಿಗೆ ಸಹಿ ಹಾಕಿರುವುದು ಈ ಭೇಟಿಯ ಮಹತ್ವವನ್ನು ಹೆಚ್ಚಿಸಿದೆ. ಮಾರುಕಟ್ಟೆಯ ನಿಟ್ಟಿನಲ್ಲಿ ಏಷ್ಯಾ ರಾಷ್ಟ್ರಗಳ ಜೊತೆ ಸಹಕಾರ ಅಗತ್ಯ. ಕಳೆದ ಕೆಲವು ವರ್ಷಗಳಿಂದ ಭಾರತವು 'ಪೂರ್ವದತ್ತ ನೋಡು' ಎಂಬ ನೀತಿಯನ್ನು ‘ಪೂರ್ವದತ್ತ ಕಾರ್ಯ’ವಾಗಿ ಬದಲಿಸಿದೆ. ಆಗ್ನೇಯ ಏಷ್ಯಾದ ರಾಷ್ಟ್ರಗಳೊಂದಿಗೆ ನಿಕಟ ಸಂಬಂಧ <box>82 153 256 232</box>
editorial-dropcap: ಭಾ <box>40 147 80 191</box>
article1-col4-text: ಬಂದಿಳಿದ್ದವು. ಹೀಗಾಗಿ ನೇರ ಯುದ್ಧದ ಬದಲು ಪರೋಕ್ಷ ಪ್ರಾಕ್ಸಿ ಯುದ್ಧ (Proxy War) ನಡೆಯುವ ಸಾಧ್ಯತೆ ಹೆಚ್ಚು. ಅಮೆರಿಕಾ ಎಲ್ಲೆಗೆ ಯುದ್ಧಕ್ಕೆ ಹೋದರೂ ಮೊದಲು ಆರ್ಥಿಕ ಹಿತಾಸಕ್ತಿ ನೋಡುತ್ತದೆ. ಟ್ರಂಪ್ ಆಡಳಿತ ಹೊಸ ಒಪ್ಪಂದಕ್ಕೆ ಒತ್ತಡ ಹೇರುತ್ತಿದೆ. ಇರಾನ್ ಮಾತುಕತೆಗೆ ಸಿದ್ಧ ಎಂದರೂ ಷರತ್ತುಗಳನ್ನು ಒಡ್ಡುತ್ತಿದೆ. ಯುರೋಪಿಯನ್ ರಾಷ್ಟ್ರಗಳು ಮಧ್ಯಸ್ಥಿಕೆ ವಹಿಸಲು ಮುಂದಾಗಿವೆ. ಚೀನಾ ಮತ್ತು ರಷ್ಯಾ ಇರಾನ್ ಪರ ನಿಂತಿವೆ. ಈ ನಡುವೆ ಇಸ್ರೇಲ್ ಮೇಲೆ ನಡೆದ ದಾಳಿಯ ನಂತರ ಪರಿಸ್ಥಿತಿ ಬಿಗಡಾಯಿಸಿದೆ. ಒಟ್ಟಿನಲ್ಲಿ ಮುಂದಿನ ದಿನಗಳು ನಿರ್ಣಾಯಕ. ಜಗತ್ತು ಉಸಿರುಬಿಗಿ ಹಿಡಿದು ಕಾಯುತ್ತಿದೆ. <box>718 113 918 192</box>
